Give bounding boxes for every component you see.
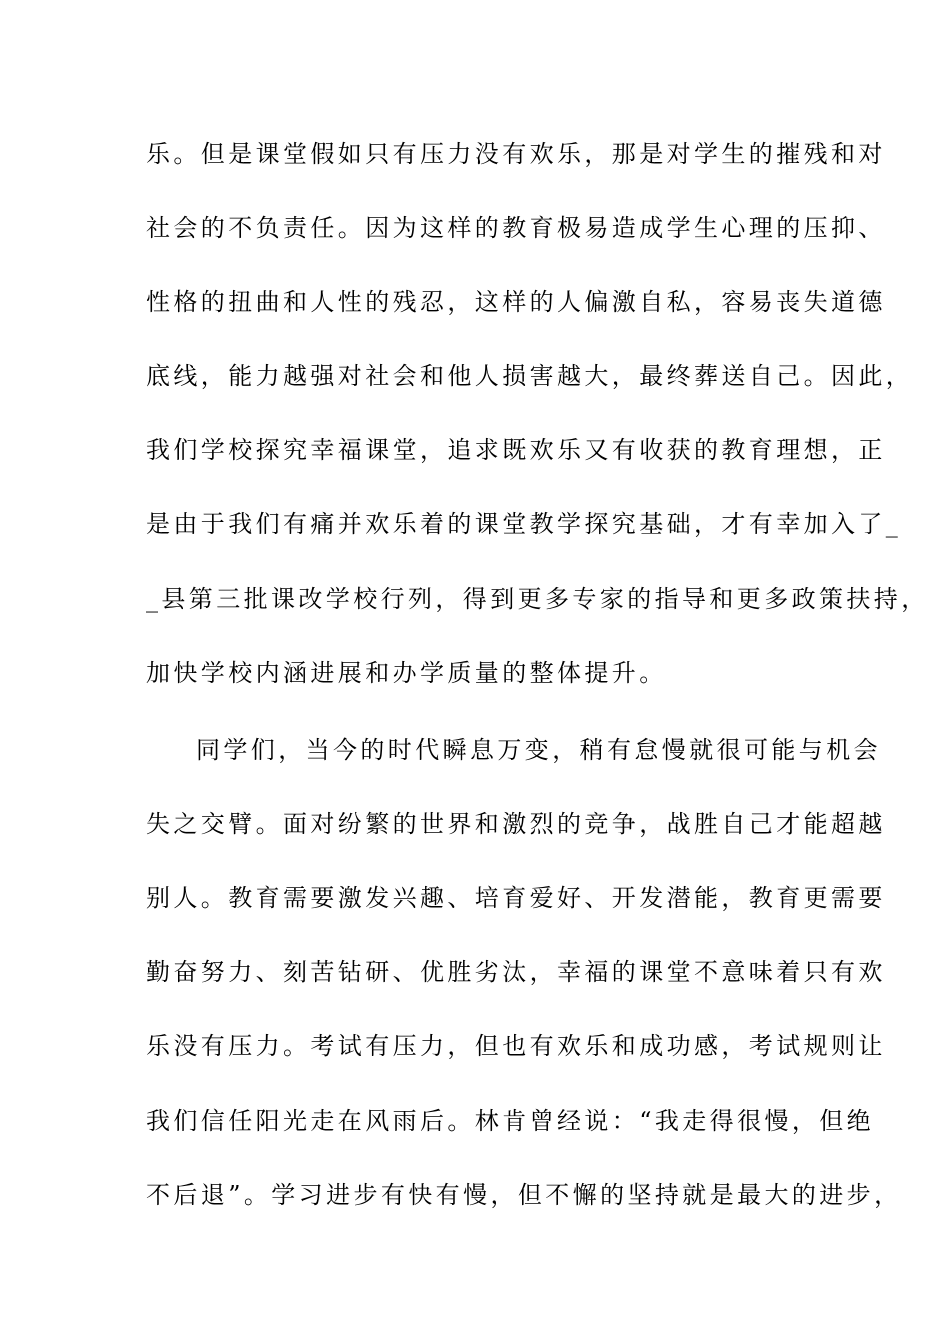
text-line: 别人。教育需要激发兴趣、培育爱好、开发潜能，教育更需要 (146, 884, 886, 912)
paragraph-first-line: 同学们，当今的时代瞬息万变，稍有怠慢就很可能与机会 (196, 736, 881, 764)
text-line: 性格的扭曲和人性的残忍，这样的人偏激自私，容易丧失道德 (146, 288, 886, 316)
text-line: 底线，能力越强对社会和他人损害越大，最终葬送自己。因此， (146, 362, 914, 390)
text-line: 社会的不负责任。因为这样的教育极易造成学生心理的压抑、 (146, 214, 886, 242)
text-line: 加快学校内涵进展和办学质量的整体提升。 (146, 659, 667, 687)
text-line: _县第三批课改学校行列，得到更多专家的指导和更多政策扶持， (146, 585, 929, 613)
text-line: 我们信任阳光走在风雨后。林肯曾经说：“我走得很慢，但绝 (146, 1107, 875, 1135)
text-line: 乐没有压力。考试有压力，但也有欢乐和成功感，考试规则让 (146, 1032, 886, 1060)
text-line: 不后退”。学习进步有快有慢，但不懈的坚持就是最大的进步， (146, 1181, 902, 1209)
text-line: 是由于我们有痛并欢乐着的课堂教学探究基础，才有幸加入了_ (146, 510, 902, 538)
text-line: 失之交臂。面对纷繁的世界和激烈的竞争，战胜自己才能超越 (146, 810, 886, 838)
text-line: 乐。但是课堂假如只有压力没有欢乐，那是对学生的摧残和对 (146, 140, 886, 168)
text-line: 勤奋努力、刻苦钻研、优胜劣汰，幸福的课堂不意味着只有欢 (146, 958, 886, 986)
text-line: 我们学校探究幸福课堂，追求既欢乐又有收获的教育理想，正 (146, 436, 886, 464)
